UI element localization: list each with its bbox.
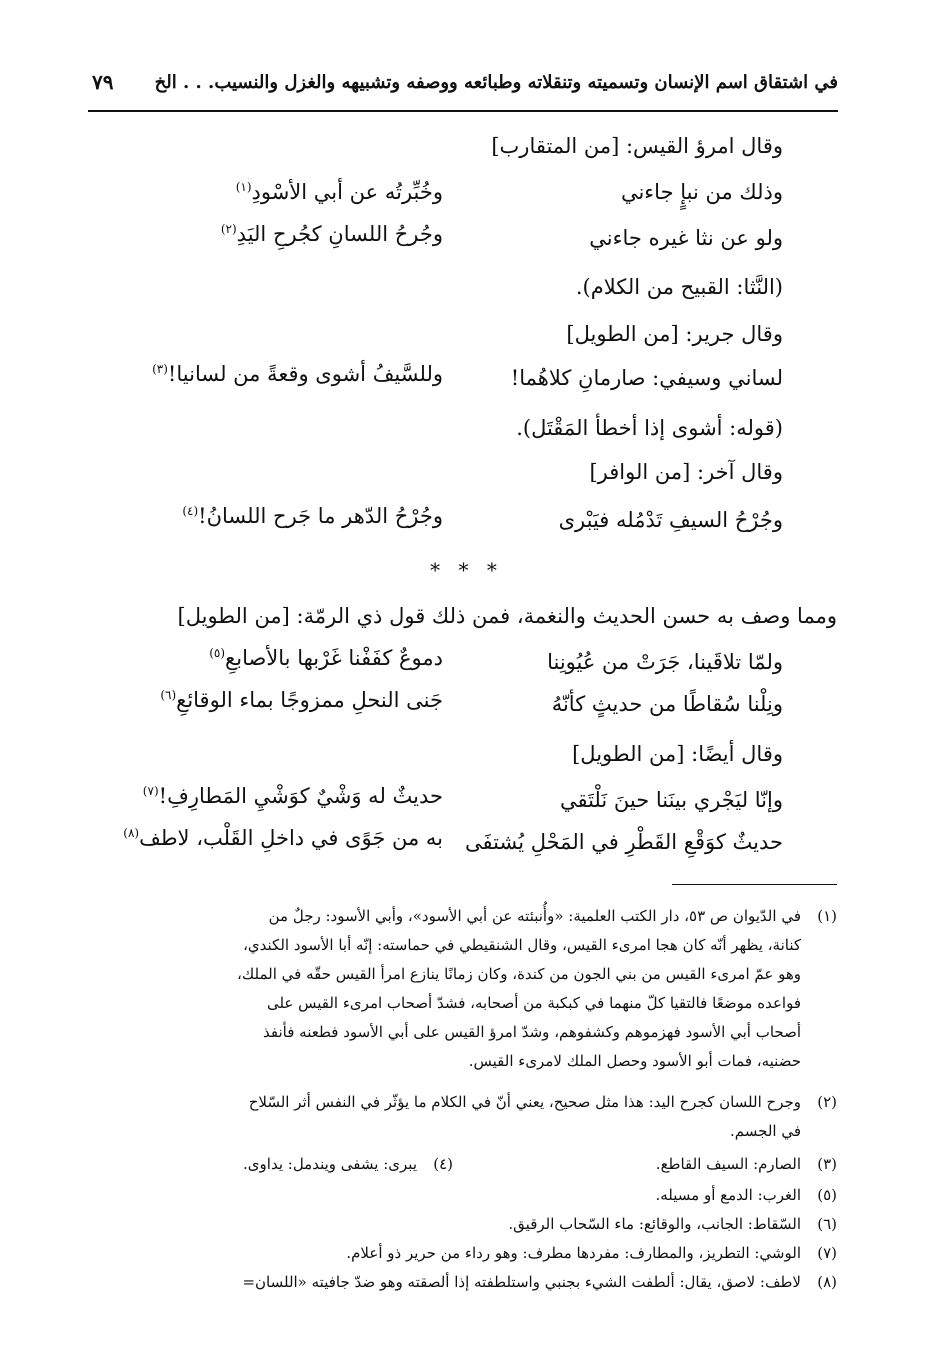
verse-3-second-hemistich: [152, 362, 443, 386]
footnote-7-text: الوشي: التطريز، والمطارف: مفردها مطرف: وهو رداء من حرير ذو أعلام.: [346, 1244, 801, 1262]
verse-3-second-text: وللسَّيفُ أشوى وقعةً من لسانيا!: [167, 362, 443, 386]
verse-3-first-hemistich: لساني وسيفي: صارمانِ كلاهُما!: [510, 366, 783, 390]
footnote-3-text: الصارم: السيف القاطع.: [655, 1155, 801, 1173]
verse-1-second-hemistich: [236, 180, 443, 204]
verse-6-second-hemistich: [160, 688, 443, 712]
verse-7-second-hemistich: [143, 784, 443, 808]
footnote-5-number: (٥): [817, 1186, 837, 1204]
footnote-ref-1: (١): [235, 180, 252, 194]
footnote-ref-5: (٥): [209, 646, 226, 660]
verse-5-second-hemistich: [209, 646, 443, 670]
footnote-6-text: السّقاط: الجانب، والوقائع: ماء السّحاب الرقيق.: [508, 1215, 801, 1233]
footnote-3-number: (٣): [817, 1155, 837, 1173]
verse-2-first-hemistich: ولو عن نثا غيره جاءني: [589, 226, 783, 250]
footnote-2-line-2: في الجسم.: [730, 1122, 801, 1140]
footnote-2-line-1: وجرح اللسان كجرح اليد: هذا مثل صحيح، يعني أنّ في الكلام ما يؤثّر في النفس أثر السّلاح: [248, 1093, 801, 1111]
footnote-4: [243, 1155, 453, 1173]
verse-intro-jarir: وقال جرير: [من الطويل]: [566, 322, 783, 346]
verse-8-second-hemistich: [123, 826, 443, 850]
verse-intro-also: وقال أيضًا: [من الطويل]: [572, 742, 783, 766]
footnote-ref-8: (٨): [123, 826, 140, 840]
footnote-2: [97, 1088, 837, 1117]
verse-2-second-text: وجُرحُ اللسانِ كجُرحِ اليَدِ: [236, 222, 443, 246]
footnote-6: [97, 1210, 837, 1239]
footnote-1-line-6: حضنيه، فمات أبو الأسود وحصل الملك لامرىء القيس.: [468, 1052, 801, 1070]
footnote-6-number: (٦): [817, 1215, 837, 1233]
footnote-8-number: (٨): [817, 1273, 837, 1291]
page-number: ٧٩: [92, 70, 114, 94]
prose-paragraph: ومما وصف به حسن الحديث والنغمة، فمن ذلك قول ذي الرمّة: [من الطويل]: [177, 604, 837, 628]
footnote-4-text: يبرى: يشفى ويندمل: يداوى.: [243, 1155, 417, 1173]
verse-5-second-text: دموعٌ كفَفْنا غَرْبها بالأصابعِ: [225, 646, 443, 670]
running-header: [88, 62, 838, 112]
footnote-divider: [672, 884, 837, 885]
verse-7-second-text: حديثٌ له وَشْيٌ كوَشْيِ المَطارِفِ!: [158, 784, 443, 808]
verse-intro-imru-al-qais: وقال امرؤ القيس: [من المتقارب]: [491, 134, 783, 158]
verse-4-second-hemistich: [182, 504, 443, 528]
footnote-1-line-1: في الدّيوان ص ٥٣، دار الكتب العلمية: «وأُنبئته عن أبي الأسود»، وأبي الأسود: رجلٌ من: [268, 907, 801, 925]
verse-4-second-text: وجُرْحُ الدّهر ما جَرح اللسانُ!: [198, 504, 443, 528]
footnote-8: [97, 1268, 837, 1297]
footnote-8-text: لاطف: لاصق، يقال: ألطفت الشيء بجنبي واستلطفته إذا ألصقته وهو ضدّ جافيته «اللسان=: [242, 1273, 801, 1291]
footnote-1-line-3: وهو عمّ امرىء القيس من بني الجون من كندة، وكان زمانًا ينازع امرأ القيس حقّه في الملك،: [237, 965, 801, 983]
verse-2-second-hemistich: [221, 222, 443, 246]
footnote-1-line-2: كنانة، يظهر أنّه كان هجا امرىء القيس، وقال الشنقيطي في حماسته: إنّه أبا الأسود الكندي،: [243, 936, 801, 954]
footnote-1-line-5: أصحاب أبي الأسود فهزموهم وكشفوهم، وشدّ امرؤ القيس على أبي الأسود فطعنه فأنفذ: [263, 1023, 801, 1041]
footnote-3: [656, 1155, 837, 1173]
running-title: في اشتقاق اسم الإنسان وتسميته وتنقلاته وطبائعه ووصفه وتشبيهه والغزل والنسيب. . . الخ: [154, 72, 838, 93]
footnote-ref-2: (٢): [220, 222, 237, 236]
verse-7-first-hemistich: وإنّا ليَجْري بينَنا حينَ نَلْتَقي: [559, 788, 783, 812]
footnote-7: [97, 1239, 837, 1268]
verse-4-first-hemistich: وجُرْحُ السيفِ تَدْمُله فيَبْرى: [558, 508, 783, 532]
gloss-natha: (النَّثا: القبيح من الكلام).: [575, 275, 783, 299]
verse-intro-other: وقال آخر: [من الوافر]: [589, 460, 783, 484]
footnote-ref-4: (٤): [182, 504, 199, 518]
footnote-1: [97, 902, 837, 931]
verse-1-first-hemistich: وذلك من نبإٍ جاءني: [620, 180, 783, 204]
footnote-4-number: (٤): [433, 1155, 453, 1173]
verse-1-second-text: وخُبِّرتُه عن أبي الأسْودِ: [251, 180, 443, 204]
footnote-ref-3: (٣): [152, 362, 168, 376]
gloss-ashwa: (قوله: أشوى إذا أخطأ المَقْتَل).: [516, 416, 783, 440]
verse-8-second-text: به من جَوًى في داخلِ القَلْب، لاطف: [139, 826, 443, 850]
verse-6-second-text: جَنى النحلِ ممزوجًا بماء الوقائعِ: [176, 688, 443, 712]
verse-5-first-hemistich: ولمّا تلاقَينا، جَرَتْ من عُيُونِنا: [547, 650, 783, 674]
footnote-5: [97, 1181, 837, 1210]
verse-6-first-hemistich: ونِلْنا سُقاطًا من حديثٍ كأنّهُ: [551, 692, 783, 716]
footnote-5-text: الغرب: الدمع أو مسيله.: [655, 1186, 801, 1204]
footnote-ref-7: (٧): [142, 784, 159, 798]
verse-8-first-hemistich: حديثٌ كوَقْعِ القَطْرِ في المَحْلِ يُشتفَى: [465, 830, 783, 854]
footnote-2-number: (٢): [817, 1093, 837, 1111]
footnote-7-number: (٧): [817, 1244, 837, 1262]
section-separator: * * *: [430, 558, 503, 582]
footnote-1-line-4: فواعده موضعًا فالتقيا كلّ منهما في كبكبة من أصحابه، فشدّ أصحاب امرىء القيس على: [266, 994, 801, 1012]
footnote-1-number: (١): [817, 907, 837, 925]
footnote-ref-6: (٦): [160, 688, 177, 702]
